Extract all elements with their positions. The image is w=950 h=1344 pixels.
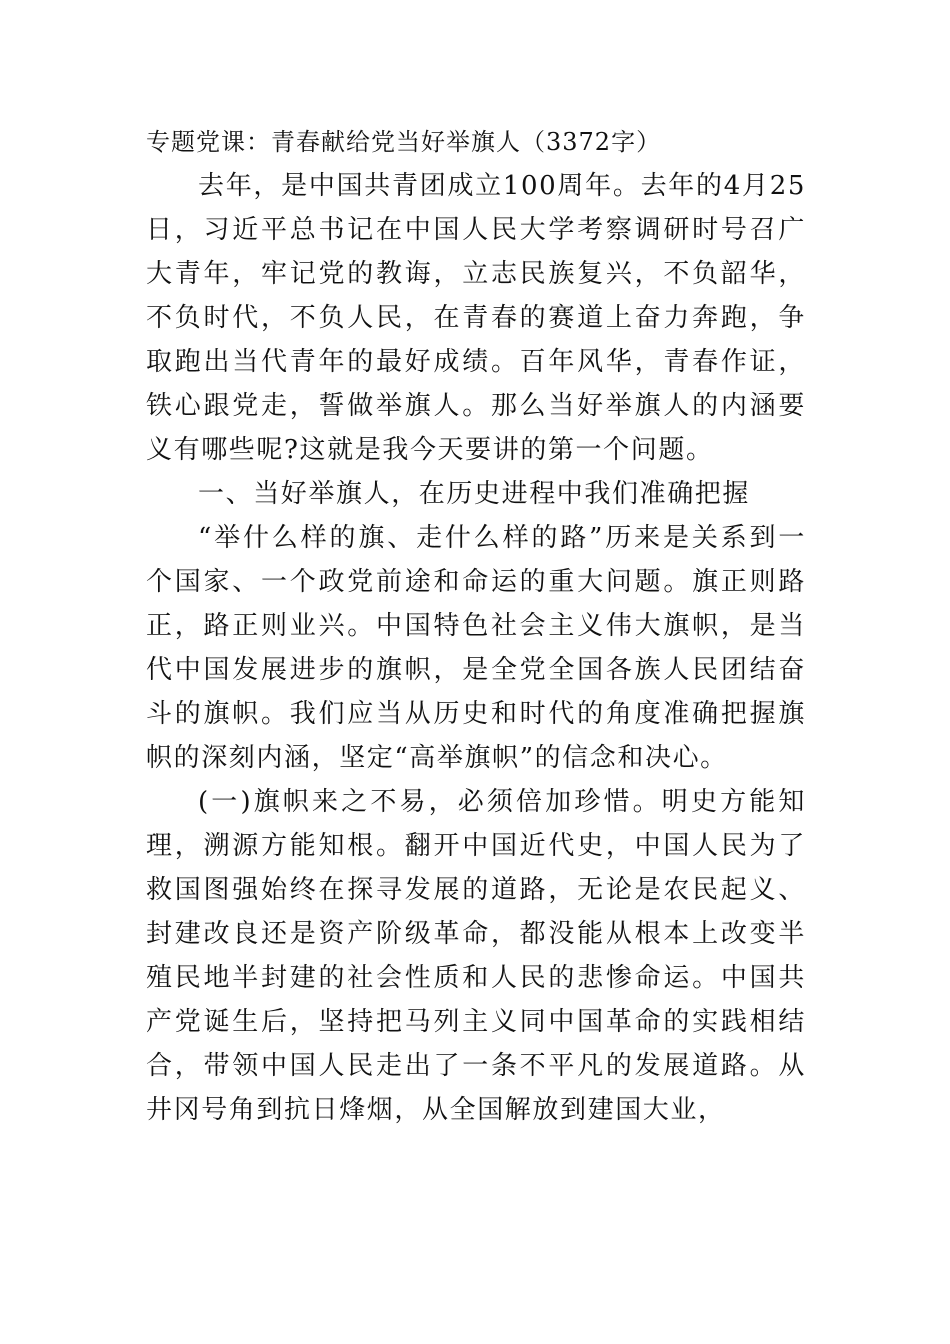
document-title: 专题党课：青春献给党当好举旗人（3372字） <box>146 128 662 156</box>
paragraph-flag-meaning: “举什么样的旗、走什么样的路”历来是关系到一个国家、一个政党前途和命运的重大问题。旗正则路正，路正则业兴。中国特色社会主义伟大旗帜，是当代中国发展进步的旗帜，是全党全国各族人民团结奋斗的旗帜。我们应当从历史和时代的角度准确把握旗帜的深刻内涵，坚定“高举旗帜”的信念和决心。 <box>146 523 806 773</box>
paragraph-intro: 去年，是中国共青团成立100周年。去年的4月25日，习近平总书记在中国人民大学考察调研时号召广大青年，牢记党的教诲，立志民族复兴，不负韶华，不负时代，不负人民，在青春的赛道上奋力奔跑，争取跑出当代青年的最好成绩。百年风华，青春作证，铁心跟党走，誓做举旗人。那么当好举旗人的内涵要义有哪些呢?这就是我今天要讲的第一个问题。 <box>146 171 806 465</box>
section-heading-1: 一、当好举旗人，在历史进程中我们准确把握 <box>198 479 751 509</box>
document-body <box>146 120 806 1132</box>
paragraph-subsection-1: (一)旗帜来之不易，必须倍加珍惜。明史方能知理，溯源方能知根。翻开中国近代史，中国人民为了救国图强始终在探寻发展的道路，无论是农民起义、封建改良还是资产阶级革命，都没能从根本上改变半殖民地半封建的社会性质和人民的悲惨命运。中国共产党诞生后，坚持把马列主义同中国革命的实践相结合，带领中国人民走出了一条不平凡的发展道路。从井冈号角到抗日烽烟，从全国解放到建国大业， <box>146 787 806 1125</box>
